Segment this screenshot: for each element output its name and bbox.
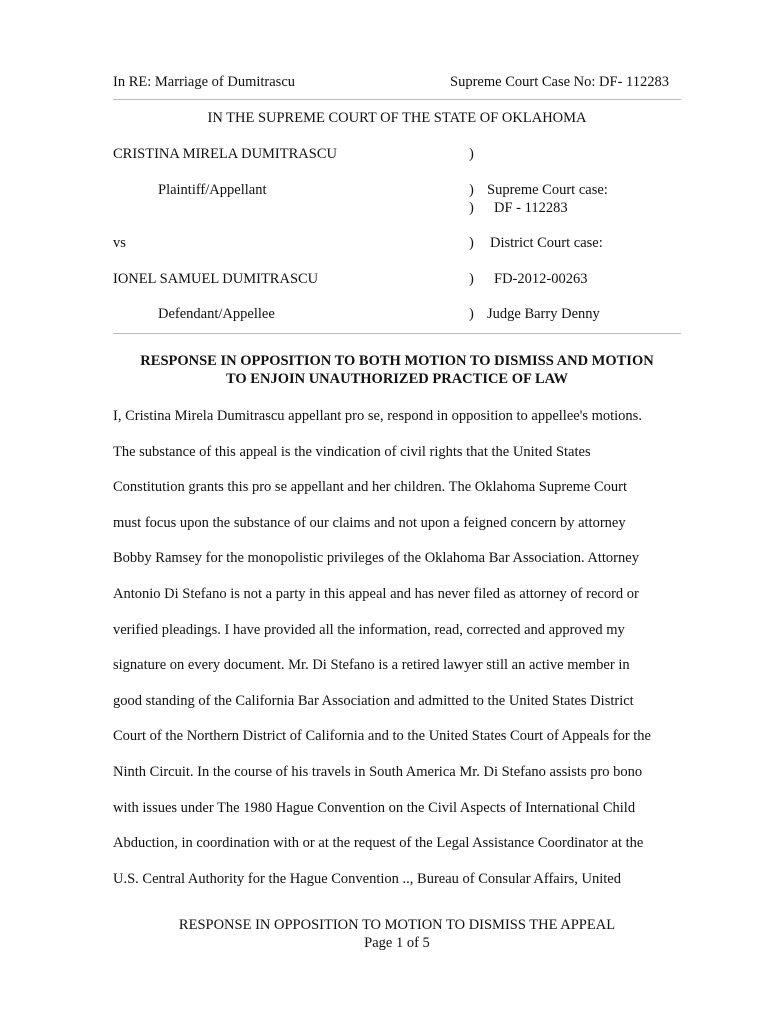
caption-paren: ) xyxy=(469,235,474,251)
page-number: Page 1 of 5 xyxy=(364,935,430,951)
header-case-number: Supreme Court Case No: DF- 112283 xyxy=(450,74,669,90)
footer-title: RESPONSE IN OPPOSITION TO MOTION TO DISMISS THE APPEAL xyxy=(178,917,616,933)
body-line: Constitution grants this pro se appellant and her children. The Oklahoma Supreme Court xyxy=(113,479,627,496)
court-title: IN THE SUPREME COURT OF THE STATE OF OKLAHOMA xyxy=(207,110,587,126)
body-line: U.S. Central Authority for the Hague Convention .., Bureau of Consular Affairs, United xyxy=(113,870,621,887)
body-line: Ninth Circuit. In the course of his travels in South America Mr. Di Stefano assists pro bono xyxy=(113,763,643,780)
caption-paren: ) xyxy=(469,200,474,216)
defendant-role: Defendant/Appellee xyxy=(158,306,275,322)
document-title-line: RESPONSE IN OPPOSITION TO BOTH MOTION TO DISMISS AND MOTION xyxy=(140,353,654,369)
document-title xyxy=(113,352,681,388)
body-line: must focus upon the substance of our claims and not upon a feigned concern by attorney xyxy=(113,514,626,531)
plaintiff-name: CRISTINA MIRELA DUMITRASCU xyxy=(113,146,337,162)
supreme-court-case-label: Supreme Court case: xyxy=(487,182,608,198)
caption-divider xyxy=(113,333,681,334)
document-title-line: TO ENJOIN UNAUTHORIZED PRACTICE OF LAW xyxy=(225,371,568,387)
plaintiff-role: Plaintiff/Appellant xyxy=(158,182,267,198)
body-line: with issues under The 1980 Hague Convention on the Civil Aspects of International Child xyxy=(113,799,636,816)
body-line: signature on every document. Mr. Di Stefano is a retired lawyer still an active member in xyxy=(113,657,630,674)
district-court-case-label: District Court case: xyxy=(490,235,603,251)
header-case-caption: In RE: Marriage of Dumitrascu xyxy=(113,74,296,90)
body-line: verified pleadings. I have provided all the information, read, corrected and approved my xyxy=(113,621,625,638)
versus-label: vs xyxy=(113,235,126,251)
caption-paren: ) xyxy=(469,306,474,322)
body-line: Bobby Ramsey for the monopolistic privileges of the Oklahoma Bar Association. Attorney xyxy=(113,550,639,567)
caption-paren: ) xyxy=(469,271,474,287)
body-line: good standing of the California Bar Association and admitted to the United States District xyxy=(113,692,634,709)
page-footer xyxy=(113,916,681,952)
body-text xyxy=(113,406,685,904)
defendant-name: IONEL SAMUEL DUMITRASCU xyxy=(113,271,319,287)
judge-name: Judge Barry Denny xyxy=(487,306,600,322)
caption-paren: ) xyxy=(469,182,474,198)
body-line: Antonio Di Stefano is not a party in this appeal and has never filed as attorney of record or xyxy=(113,585,639,602)
body-line: Court of the Northern District of California and to the United States Court of Appeals for the xyxy=(113,728,651,745)
body-line: Abduction, in coordination with or at the request of the Legal Assistance Coordinator at the xyxy=(113,835,644,852)
caption-paren: ) xyxy=(469,146,474,162)
district-court-case-number: FD-2012-00263 xyxy=(494,271,588,287)
body-line: I, Cristina Mirela Dumitrascu appellant pro se, respond in opposition to appellee's motions. xyxy=(113,408,642,424)
supreme-court-case-number: DF - 112283 xyxy=(494,200,568,216)
body-line: The substance of this appeal is the vindication of civil rights that the United States xyxy=(113,443,591,460)
header-divider xyxy=(113,99,681,100)
